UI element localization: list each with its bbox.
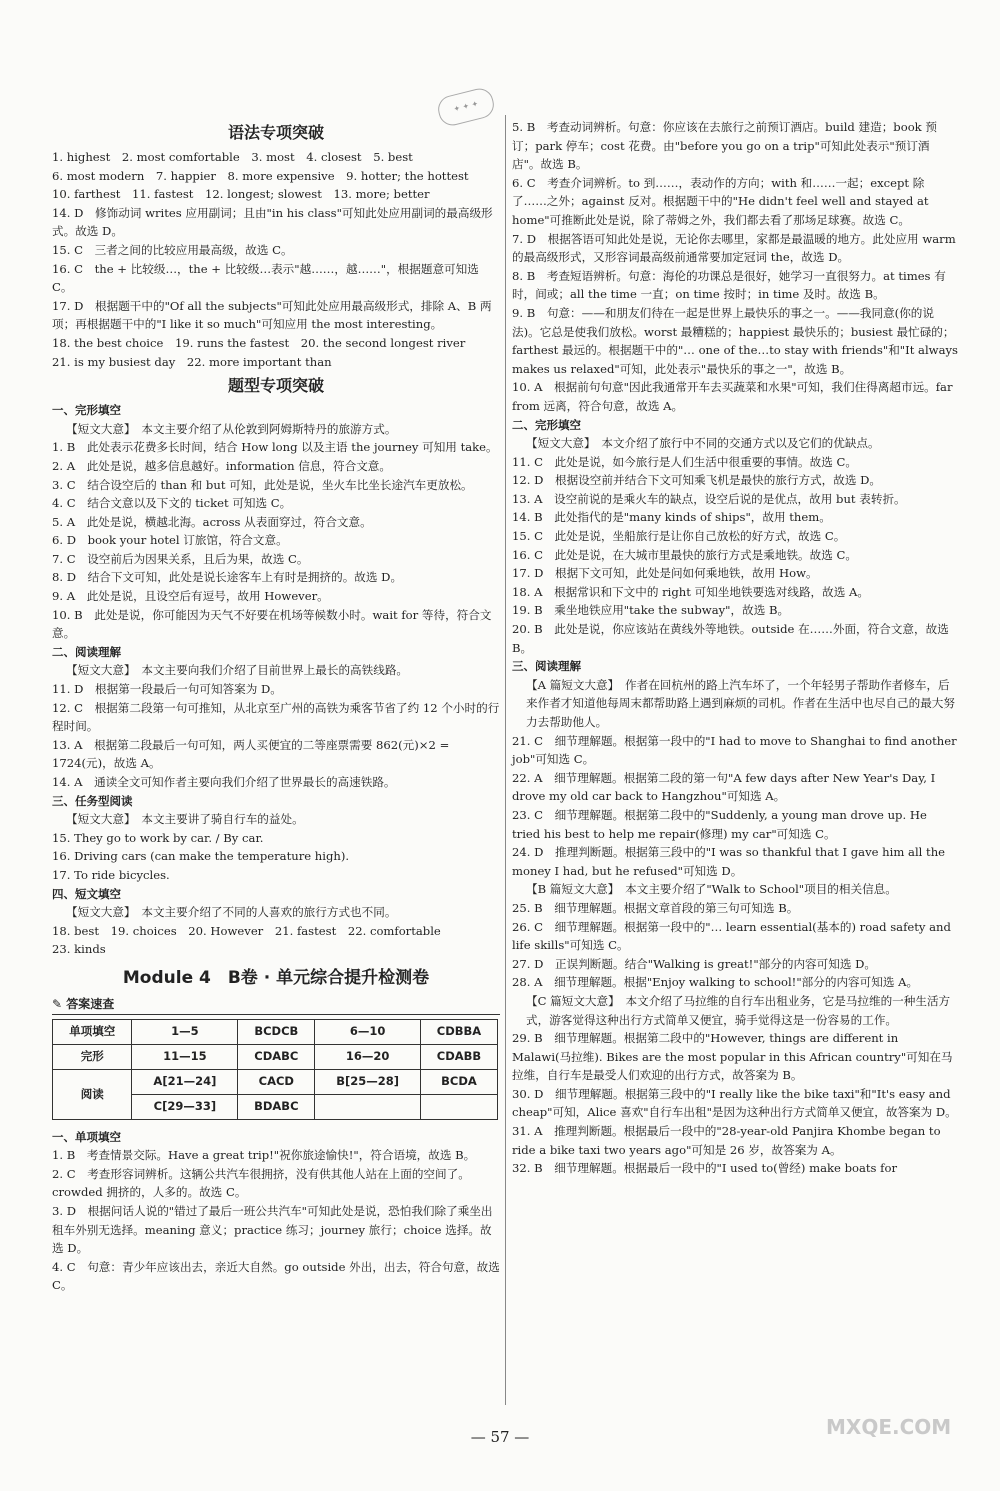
answer-item: 21. C 细节理解题。根据第一段中的"I had to move to Shanghai to find another job"可知选 C。 bbox=[512, 733, 957, 767]
section-heading: 一、完形填空 bbox=[52, 403, 121, 418]
answer-item: 27. D 正误判断题。结合"Walking is great!"部分的内容可知选 D。 bbox=[512, 956, 876, 971]
section-heading: 三、任务型阅读 bbox=[52, 793, 133, 808]
table-row bbox=[53, 1069, 498, 1094]
summary: 【B 篇短文大意】 本文主要介绍了"Walk to School"项目的相关信息。 bbox=[526, 882, 897, 897]
answer-item: 7. C 设空前后为因果关系，且后为果，故选 C。 bbox=[52, 551, 309, 566]
answer-item: 24. D 推理判断题。根据第三段中的"I was so thankful that I gave him all the money I had, but he refused"可知选 D。 bbox=[512, 845, 946, 878]
answer-item: 2. C 考查形容词辨析。这辆公共汽车很拥挤，没有供其他人站在上面的空间了。crowded 拥挤的，人多的。故选 C。 bbox=[52, 1166, 470, 1200]
answer-item: 19. B 乘坐地铁应用"take the subway"，故选 B。 bbox=[512, 603, 790, 618]
answer-item: 23. C 细节理解题。根据第二段中的"Suddenly, a young man drove up. He tried his best to help me repair(修理) my car"可知选 C。 bbox=[512, 807, 927, 841]
table-cell: CACD bbox=[238, 1069, 315, 1094]
stamp-icon: ✦ ✦ ✦ bbox=[435, 86, 497, 129]
summary: 【C 篇短文大意】 本文介绍了马拉维的自行车出租业务，它是马拉维的一种生活方式，游客觉得这种出行方式简单又便宜，骑手觉得这是一份容易的工作。 bbox=[526, 993, 951, 1027]
table-cell: BCDCB bbox=[238, 1019, 315, 1044]
table-cell: B[25—28] bbox=[315, 1069, 421, 1094]
answer-item: 21. is my busiest day 22. more important than bbox=[52, 354, 332, 369]
table-cell: 1—5 bbox=[132, 1019, 238, 1044]
table-cell: BDABC bbox=[238, 1094, 315, 1119]
section-heading: 一、单项填空 bbox=[52, 1129, 121, 1144]
answer-item: 1. B 此处表示花费多长时间，结合 How long 以及主语 the journey 可知用 take。 bbox=[52, 440, 498, 455]
answer-item: 2. A 此处是说，越多信息越好。information 信息，符合文意。 bbox=[52, 458, 391, 473]
answer-item: 25. B 细节理解题。根据文章首段的第三句可知选 B。 bbox=[512, 900, 799, 915]
table-cell: 6—10 bbox=[315, 1019, 421, 1044]
answer-key-heading bbox=[52, 995, 500, 1015]
table-cell: A[21—24] bbox=[132, 1069, 238, 1094]
grammar-line: 1. highest 2. most comfortable 3. most 4. closest 5. best bbox=[52, 150, 413, 164]
answer-item: 11. C 此处是说，如今旅行是人们生活中很重要的事情。故选 C。 bbox=[512, 454, 857, 469]
section-heading: 三、阅读理解 bbox=[512, 659, 581, 674]
table-row bbox=[53, 1019, 498, 1044]
table-cell: 11—15 bbox=[132, 1044, 238, 1069]
table-cell: CDBBA bbox=[420, 1019, 497, 1044]
answer-item: 12. C 根据第二段第一句可推知，从北京至广州的高铁为乘客节省了约 12 个小时的行程时间。 bbox=[52, 700, 500, 734]
answer-item: 14. A 通读全文可知作者主要向我们介绍了世界最长的高速铁路。 bbox=[52, 775, 396, 789]
answer-item: 18. A 根据常识和下文中的 right 可知坐地铁要选对线路，故选 A。 bbox=[512, 584, 869, 599]
answer-item: 18. best 19. choices 20. However 21. fastest 22. comfortable bbox=[52, 923, 441, 938]
summary: 【短文大意】 本文主要讲了骑自行车的益处。 bbox=[66, 812, 304, 827]
answer-item: 16. C 此处是说，在大城市里最快的旅行方式是乘地铁。故选 C。 bbox=[512, 547, 857, 562]
grammar-line: 6. most modern 7. happier 8. more expensive 9. hotter; the hottest bbox=[52, 168, 469, 183]
answer-item: 7. D 根据答语可知此处是说，无论你去哪里，家都是最温暖的地方。此处应用 warm 的最高级形式，又形容词最高级前通常要加定冠词 the，故选 D。 bbox=[512, 231, 956, 265]
answer-item: 14. B 此处指代的是"many kinds of ships"，故用 them。 bbox=[512, 510, 831, 525]
answer-item: 28. A 细节理解题。根据"Enjoy walking to school!"部分的内容可知选 A。 bbox=[512, 975, 919, 990]
section-title-grammar: 语法专项突破 bbox=[227, 123, 324, 142]
answer-item: 10. A 根据前句句意"因此我通常开车去买蔬菜和水果"可知，我们住得离超市远。far from 远离，符合句意，故选 A。 bbox=[512, 380, 953, 413]
table-cell: C[29—33] bbox=[132, 1094, 238, 1119]
summary: 【短文大意】 本文主要介绍了从伦敦到阿姆斯特丹的旅游方式。 bbox=[66, 421, 397, 436]
answer-item: 18. the best choice 19. runs the fastest 20. the second longest river bbox=[52, 335, 466, 350]
answer-item: 9. B 句意：——和朋友们待在一起是世界上最快乐的事之一。——我同意(你的说法)。它总是使我们放松。worst 最糟糕的；happiest 最快乐的；busiest 最忙碌的；farthest 最远的。根据题干中的"… one of the…to stay with friends"和"It always makes us relaxed"可知，此处表示"最快乐的事之一"，故选 B。 bbox=[512, 305, 959, 376]
answer-item: 15. C 三者之间的比较应用最高级，故选 C。 bbox=[52, 242, 293, 257]
table-cell: CDABB bbox=[420, 1044, 497, 1069]
answer-item: 31. A 推理判断题。根据最后一段中的"28-year-old Panjira Khombe began to ride a bike taxi two years ago"可知是 26 岁，故答案为 A。 bbox=[512, 1124, 941, 1157]
module-title: Module 4 B卷 · 单元综合提升检测卷 bbox=[122, 967, 430, 988]
answer-key-table bbox=[52, 1019, 498, 1120]
page-number: — 57 — bbox=[470, 1428, 530, 1446]
answer-item: 4. C 句意：青少年应该出去，亲近大自然。go outside 外出，出去，符合句意，故选 C。 bbox=[52, 1259, 500, 1293]
answer-item: 26. C 细节理解题。根据第一段中的"… learn essential(基本的) road safety and life skills"可知选 C。 bbox=[512, 919, 951, 953]
answer-item: 20. B 此处是说，你应该站在黄线外等地铁。outside 在……外面，符合文意，故选 B。 bbox=[512, 622, 949, 655]
answer-item: 3. D 根据问话人说的"错过了最后一班公共汽车"可知此处是说，恐怕我们除了乘坐出租车外别无选择。meaning 意义；practice 练习；journey 旅行；choice 选择。故选 D。 bbox=[52, 1203, 493, 1256]
watermark-text: MXQE.COM bbox=[826, 1415, 952, 1439]
table-cell: 16—20 bbox=[315, 1044, 421, 1069]
answer-item: 13. A 设空前说的是乘火车的缺点，设空后说的是优点，故用 but 表转折。 bbox=[512, 491, 906, 506]
left-column bbox=[52, 118, 500, 1295]
answer-item: 3. C 结合设空后的 than 和 but 可知，此处是说，坐火车比坐长途汽车更放松。 bbox=[52, 477, 473, 492]
answer-item: 8. B 考查短语辨析。句意：海伦的功课总是很好，她学习一直很努力。at times 有时，间或；all the time 一直；on time 按时；in time 及时。故选 B。 bbox=[512, 268, 946, 302]
answer-item: 12. D 根据设空前并结合下文可知乘飞机是最快的旅行方式，故选 D。 bbox=[512, 473, 882, 488]
table-cell: 完形 bbox=[53, 1044, 132, 1069]
summary: 【短文大意】 本文介绍了旅行中不同的交通方式以及它们的优缺点。 bbox=[526, 436, 880, 451]
answer-item: 11. D 根据第一段最后一句可知答案为 D。 bbox=[52, 682, 282, 697]
answer-item: 5. B 考查动词辨析。句意：你应该在去旅行之前预订酒店。build 建造；book 预订；park 停车；cost 花费。由"before you go on a trip"可知此处表示"预订酒店"。故选 B。 bbox=[512, 120, 937, 172]
table-cell: 单项填空 bbox=[53, 1019, 132, 1044]
table-cell bbox=[315, 1094, 421, 1119]
section-heading: 四、短文填空 bbox=[52, 886, 121, 901]
answer-key-title: 答案速查 bbox=[66, 996, 115, 1011]
answer-item: 32. B 细节理解题。根据最后一段中的"I used to(曾经) make boats for bbox=[512, 1161, 897, 1176]
table-cell: CDABC bbox=[238, 1044, 315, 1069]
table-row bbox=[53, 1044, 498, 1069]
summary: 【短文大意】 本文主要向我们介绍了目前世界上最长的高铁线路。 bbox=[66, 663, 409, 678]
answer-item: 8. D 结合下文可知，此处是说长途客车上有时是拥挤的。故选 D。 bbox=[52, 570, 403, 585]
answer-item: 6. D book your hotel 订旅馆，符合文意。 bbox=[52, 533, 288, 548]
table-cell bbox=[420, 1094, 497, 1119]
answer-item: 10. B 此处是说，你可能因为天气不好要在机场等候数小时。wait for 等待，符合文意。 bbox=[52, 607, 492, 641]
column-divider bbox=[505, 115, 506, 1405]
pencil-icon: ✎ bbox=[52, 996, 67, 1011]
section-heading: 二、阅读理解 bbox=[52, 644, 121, 659]
answer-item: 14. D 修饰动词 writes 应用副词；且由"in his class"可知此处应用副词的最高级形式。故选 D。 bbox=[52, 205, 493, 239]
answer-item: 15. C 此处是说，坐船旅行是让你自己放松的好方式，故选 C。 bbox=[512, 529, 846, 544]
answer-item: 17. To ride bicycles. bbox=[52, 867, 170, 882]
grammar-line: 10. farthest 11. fastest 12. longest; slowest 13. more; better bbox=[52, 187, 430, 202]
answer-item: 5. A 此处是说，横越北海。across 从表面穿过，符合文意。 bbox=[52, 514, 372, 529]
answer-item: 16. Driving cars (can make the temperature high). bbox=[52, 849, 350, 864]
answer-item: 30. D 细节理解题。根据第三段中的"I really like the bike taxi"和"It's easy and cheap"可知，Alice 喜欢"自行车出租"是因为这种出行方式简单又便宜，故答案为 D。 bbox=[512, 1086, 957, 1120]
answer-item: 9. A 此处是说，且设空后有逗号，故用 However。 bbox=[52, 589, 329, 604]
summary: 【A 篇短文大意】 作者在回杭州的路上汽车坏了，一个年轻男子帮助作者修车，后来作者才知道他每周末都帮助路上遇到麻烦的司机。作者在生活中也尽自己的最大努力去帮助他人。 bbox=[526, 677, 955, 729]
answer-item: 17. D 根据下文可知，此处是问如何乘地铁，故用 How。 bbox=[512, 566, 818, 581]
section-heading: 二、完形填空 bbox=[512, 417, 581, 432]
table-cell: 阅读 bbox=[53, 1069, 132, 1119]
summary: 【短文大意】 本文主要介绍了不同的人喜欢的旅行方式也不同。 bbox=[66, 905, 397, 920]
answer-item: 29. B 细节理解题。根据第二段中的"However, things are different in Malawi(马拉维). Bikes are the most popular in this African country"可知在马拉维，自行车是最受人们欢迎的出行方式，故答案为 B。 bbox=[512, 1031, 953, 1083]
watermark-logo bbox=[826, 1415, 976, 1473]
table-cell: BCDA bbox=[420, 1069, 497, 1094]
answer-item: 15. They go to work by car. / By car. bbox=[52, 830, 264, 845]
answer-item: 16. C the + 比较级…，the + 比较级…表示"越……，越……"，根据题意可知选 C。 bbox=[52, 261, 479, 295]
section-title-types: 题型专项突破 bbox=[227, 376, 324, 396]
answer-item: 4. C 结合文意以及下文的 ticket 可知选 C。 bbox=[52, 496, 292, 511]
answer-item: 6. C 考查介词辨析。to 到……，表动作的方向；with 和……一起；except 除了……之外；against 反对。根据题干中的"He didn't feel well and stayed at home"可推断此处是说，除了蒂姆之外，我们都去看了那场足球赛。故选 C。 bbox=[512, 175, 929, 227]
answer-item: 17. D 根据题干中的"Of all the subjects"可知此处应用最高级形式，排除 A、B 两项；再根据题干中的"I like it so much"可知应用 the most interesting。 bbox=[52, 298, 492, 332]
right-column bbox=[512, 118, 958, 1178]
answer-item: 1. B 考查情景交际。Have a great trip!"祝你旅途愉快!"，符合语境，故选 B。 bbox=[52, 1148, 476, 1163]
answer-item: 22. A 细节理解题。根据第二段的第一句"A few days after New Year's Day, I drove my old car back to Hangzhou"可知选 A。 bbox=[512, 770, 936, 804]
answer-item: 23. kinds bbox=[52, 942, 106, 957]
answer-item: 13. A 根据第二段最后一句可知，两人买便宜的二等座票需要 862(元)×2 = 1724(元)，故选 A。 bbox=[52, 737, 450, 771]
